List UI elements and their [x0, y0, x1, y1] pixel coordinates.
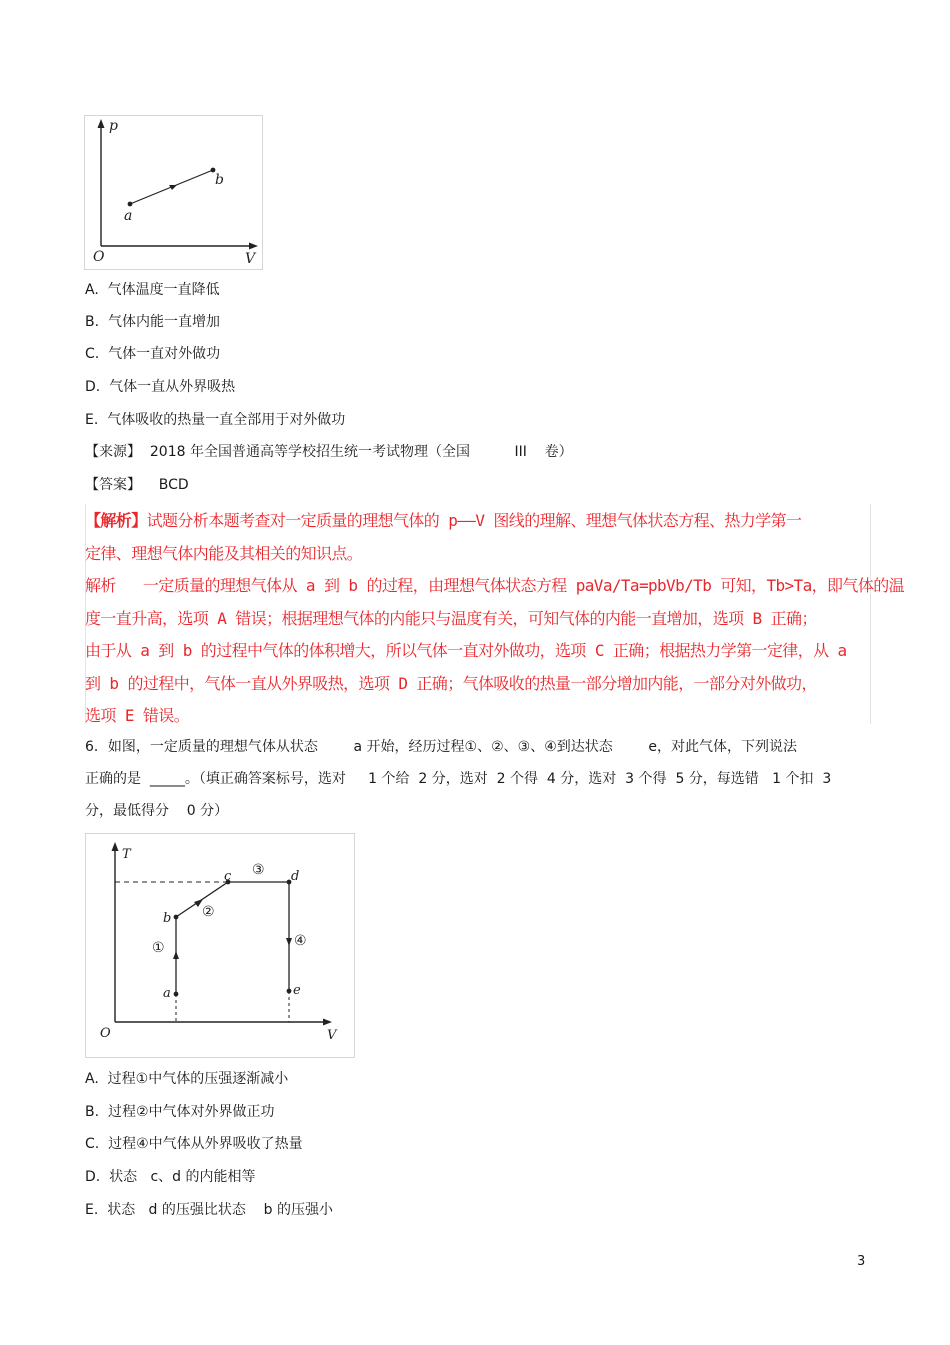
q6-option-e: E. 状态 d 的压强比状态 b 的压强小: [85, 1202, 334, 1218]
analysis-line-1: [85, 504, 801, 537]
p-axis-label: p: [109, 118, 118, 134]
origin-label: O: [100, 1026, 111, 1041]
process-4-arrow: [286, 938, 292, 946]
process-2-label: ②: [202, 904, 215, 920]
label-a: a: [124, 208, 133, 224]
option-c: C. 气体一直对外做功: [85, 346, 221, 362]
v-axis-label: V: [245, 251, 256, 267]
state-point-a: [174, 992, 179, 997]
analysis-line-6: 到 b 的过程中，气体一直从外界吸热，选项 D 正确；气体吸收的热量一部分增加内能，一部分对外做功，: [85, 674, 817, 693]
q6-option-d: D. 状态 c、d 的内能相等: [85, 1169, 256, 1185]
page-number: 3: [857, 1254, 866, 1269]
analysis-line-3: 解析 一定质量的理想气体从 a 到 b 的过程，由理想气体状态方程 paVa/Ta=pbVb/Tb 可知，Tb>Ta，即气体的温: [85, 576, 905, 595]
state-point-a: [128, 202, 133, 207]
label-d: d: [291, 869, 300, 884]
state-point-b: [174, 915, 179, 920]
answer-line: 【答案】 BCD: [85, 477, 189, 493]
label-e: e: [293, 983, 301, 998]
process-1-label: ①: [152, 940, 165, 956]
option-a: A. 气体温度一直降低: [85, 282, 220, 298]
option-b: B. 气体内能一直增加: [85, 314, 220, 330]
source-line: 【来源】 2018 年全国普通高等学校招生统一考试物理（全国 III 卷）: [85, 444, 573, 460]
t-axis-arrow: [112, 842, 119, 851]
analysis-heading: 【解析】: [85, 511, 147, 530]
analysis-line-1-text: 试题分析本题考查对一定质量的理想气体的 p——V 图线的理解、理想气体状态方程、热力学第一: [146, 511, 802, 530]
v-axis-arrow: [249, 243, 258, 250]
analysis-line-5: 由于从 a 到 b 的过程中气体的体积增大，所以气体一直对外做功，选项 C 正确；根据热力学第一定律，从 a: [85, 641, 847, 660]
label-b: b: [215, 172, 224, 188]
option-e: E. 气体吸收的热量一直全部用于对外做功: [85, 412, 346, 428]
analysis-line-4: 度一直升高，选项 A 错误；根据理想气体的内能只与温度有关，可知气体的内能一直增加，选项 B 正确；: [85, 609, 817, 628]
process-1-arrow: [173, 951, 179, 959]
q6-stem-line-3: 分，最低得分 0 分）: [85, 803, 229, 819]
state-point-e: [287, 989, 292, 994]
label-a: a: [163, 986, 171, 1001]
q6-stem-line-1: 6．如图，一定质量的理想气体从状态 a 开始，经历过程①、②、③、④到达状态 e，对此气体，下列说法: [85, 739, 797, 755]
p-axis-arrow: [98, 119, 105, 128]
pv-diagram: [84, 115, 263, 270]
origin-label: O: [93, 249, 105, 265]
q6-option-a: A. 过程①中气体的压强逐渐减小: [85, 1071, 289, 1087]
t-axis-label: T: [122, 847, 131, 862]
q6-option-c: C. 过程④中气体从外界吸收了热量: [85, 1136, 303, 1152]
q6-option-b: B. 过程②中气体对外界做正功: [85, 1104, 275, 1120]
analysis-line-7: 选项 E 错误。: [85, 706, 190, 725]
process-4-label: ④: [294, 933, 307, 949]
label-b: b: [163, 911, 172, 926]
option-d: D. 气体一直从外界吸热: [85, 379, 236, 395]
tv-diagram: [85, 833, 355, 1058]
process-3-label: ③: [252, 862, 265, 878]
q6-stem-line-2: 正确的是 _____。（填正确答案标号，选对 1 个给 2 分，选对 2 个得 4 分，选对 3 个得 5 分，每选错 1 个扣 3: [85, 771, 832, 787]
analysis-line-2: 定律、理想气体内能及其相关的知识点。: [85, 544, 363, 563]
v-axis-label: V: [327, 1028, 337, 1043]
label-c: c: [224, 869, 232, 884]
v-axis-arrow: [323, 1019, 332, 1026]
